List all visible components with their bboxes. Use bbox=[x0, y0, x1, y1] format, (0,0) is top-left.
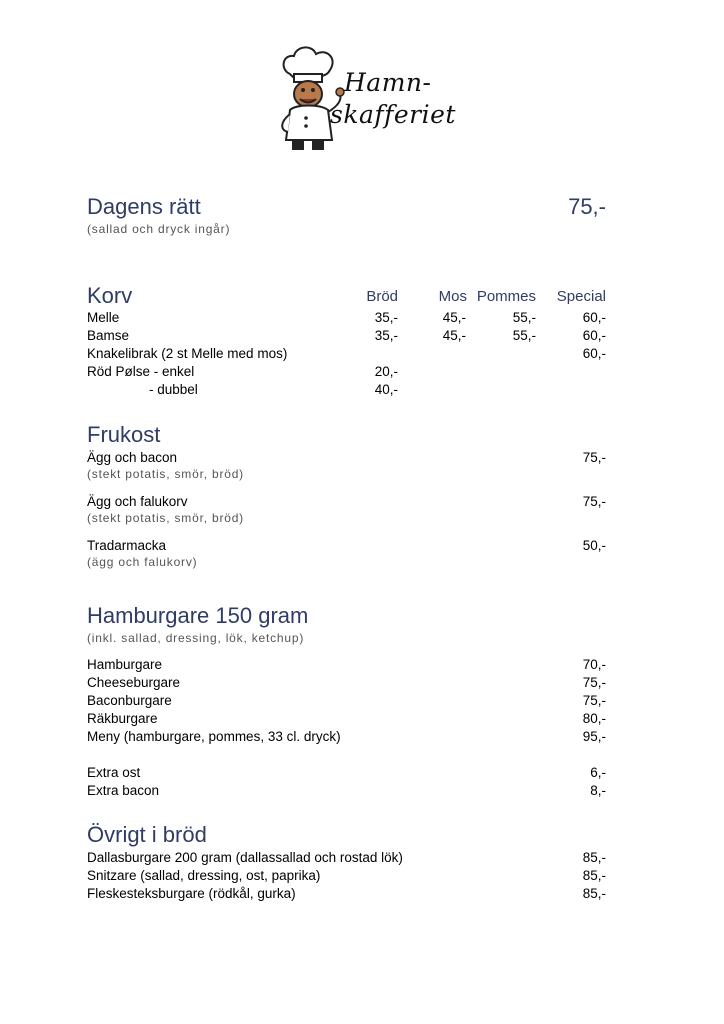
korv-row-name: Melle bbox=[87, 310, 120, 325]
hamburgare-item-name: Hamburgare bbox=[87, 657, 163, 672]
frukost-item-price: 75,- bbox=[582, 494, 606, 509]
chef-icon bbox=[276, 44, 346, 154]
extra-item-price: 6,- bbox=[590, 765, 606, 780]
frukost-item-note: (stekt potatis, smör, bröd) bbox=[87, 467, 244, 481]
extra-item-name: Extra bacon bbox=[87, 783, 160, 798]
logo bbox=[276, 44, 456, 154]
extra-item-price: 8,- bbox=[590, 783, 606, 798]
dagens-note: (sallad och dryck ingår) bbox=[87, 222, 231, 236]
col-pommes: Pommes bbox=[476, 288, 536, 305]
hamburgare-item-name: Räkburgare bbox=[87, 711, 158, 726]
frukost-item-name: Ägg och bacon bbox=[87, 450, 178, 465]
korv-row-special: 60,- bbox=[582, 328, 606, 343]
hamburgare-item-name: Meny (hamburgare, pommes, 33 cl. dryck) bbox=[87, 729, 341, 744]
logo-line-2: skafferiet bbox=[330, 100, 456, 129]
frukost-item-price: 50,- bbox=[582, 538, 606, 553]
hamburgare-item-price: 70,- bbox=[582, 657, 606, 672]
ovrigt-item-price: 85,- bbox=[582, 850, 606, 865]
frukost-item-price: 75,- bbox=[582, 450, 606, 465]
korv-row-brod: 35,- bbox=[374, 310, 398, 325]
col-special: Special bbox=[556, 288, 606, 305]
hamburgare-item-price: 95,- bbox=[582, 729, 606, 744]
hamburgare-note: (inkl. sallad, dressing, lök, ketchup) bbox=[87, 631, 305, 645]
korv-row-name: Röd Pølse - enkel bbox=[87, 364, 195, 379]
ovrigt-item-name: Fleskesteksburgare (rödkål, gurka) bbox=[87, 886, 296, 901]
korv-row-name: - dubbel bbox=[149, 382, 198, 397]
ovrigt-item-price: 85,- bbox=[582, 886, 606, 901]
korv-title: Korv bbox=[87, 283, 133, 308]
korv-row-name: Bamse bbox=[87, 328, 130, 343]
hamburgare-title: Hamburgare 150 gram bbox=[87, 603, 309, 628]
dagens-price: 75,- bbox=[568, 194, 606, 219]
col-mos: Mos bbox=[438, 288, 467, 305]
ovrigt-item-name: Dallasburgare 200 gram (dallassallad och rostad lök) bbox=[87, 850, 403, 865]
frukost-item-name: Ägg och falukorv bbox=[87, 494, 188, 509]
hamburgare-item-name: Baconburgare bbox=[87, 693, 172, 708]
korv-row-name: Knakelibrak (2 st Melle med mos) bbox=[87, 346, 288, 361]
ovrigt-item-name: Snitzare (sallad, dressing, ost, paprika) bbox=[87, 868, 321, 883]
korv-row-brod: 40,- bbox=[374, 382, 398, 397]
frukost-item-note: (ägg och falukorv) bbox=[87, 555, 198, 569]
logo-line-1: Hamn- bbox=[344, 68, 432, 97]
ovrigt-title: Övrigt i bröd bbox=[87, 822, 207, 847]
korv-row-pommes: 55,- bbox=[512, 310, 536, 325]
col-brod: Bröd bbox=[366, 288, 398, 305]
hamburgare-item-price: 75,- bbox=[582, 675, 606, 690]
frukost-item-note: (stekt potatis, smör, bröd) bbox=[87, 511, 244, 525]
hamburgare-item-price: 80,- bbox=[582, 711, 606, 726]
korv-row-special: 60,- bbox=[582, 310, 606, 325]
hamburgare-item-price: 75,- bbox=[582, 693, 606, 708]
frukost-title: Frukost bbox=[87, 422, 161, 447]
korv-row-special: 60,- bbox=[582, 346, 606, 361]
extra-item-name: Extra ost bbox=[87, 765, 141, 780]
korv-row-brod: 35,- bbox=[374, 328, 398, 343]
dagens-title: Dagens rätt bbox=[87, 194, 201, 219]
korv-row-mos: 45,- bbox=[442, 310, 466, 325]
ovrigt-item-price: 85,- bbox=[582, 868, 606, 883]
korv-row-brod: 20,- bbox=[374, 364, 398, 379]
korv-row-mos: 45,- bbox=[442, 328, 466, 343]
frukost-item-name: Tradarmacka bbox=[87, 538, 167, 553]
hamburgare-item-name: Cheeseburgare bbox=[87, 675, 181, 690]
korv-row-pommes: 55,- bbox=[512, 328, 536, 343]
